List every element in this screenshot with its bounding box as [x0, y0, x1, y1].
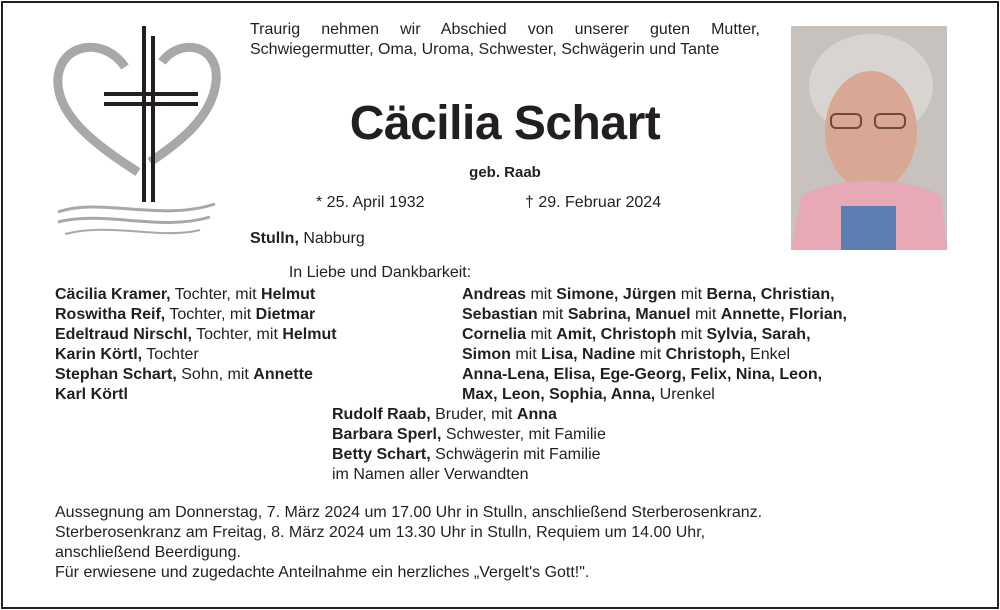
mourner-name: Betty Schart, — [332, 446, 431, 463]
relation-text: Bruder, mit — [430, 406, 517, 423]
relation-text: mit — [635, 346, 666, 363]
mourner-line — [462, 345, 790, 365]
mourner-name: Dietmar — [255, 306, 316, 323]
mourner-name: Rudolf Raab, — [332, 406, 431, 423]
mourner-name: Lisa, Nadine — [541, 346, 636, 363]
mourner-line — [55, 365, 313, 385]
mourner-line — [332, 425, 606, 445]
mourner-name: Edeltraud Nirschl, — [55, 326, 192, 343]
relation-text: Tochter, mit — [165, 306, 256, 323]
mourner-line — [55, 345, 199, 365]
mourner-name: Stephan Schart, — [55, 366, 177, 383]
mourner-name: Berna, Christian, — [706, 286, 835, 303]
footer-line: Für erwiesene und zugedachte Anteilnahme ein herzliches „Vergelt's Gott!". — [55, 564, 590, 581]
relation-text: Sohn, mit — [176, 366, 254, 383]
relation-text: mit — [510, 346, 542, 363]
mourner-line — [462, 365, 822, 385]
mourner-line — [462, 305, 847, 325]
relation-text: Schwägerin mit Familie — [430, 446, 601, 463]
mourner-name: Karl Körtl — [55, 386, 128, 403]
relation-text: mit — [526, 286, 557, 303]
mourner-name: Cäcilia Kramer, — [55, 286, 171, 303]
relation-text: Urenkel — [655, 386, 715, 403]
mourner-name: Sebastian — [462, 306, 538, 323]
mourner-name: Roswitha Reif, — [55, 306, 166, 323]
service-info — [55, 503, 762, 583]
relation-text: mit — [690, 306, 721, 323]
relation-text: Tochter, mit — [191, 326, 283, 343]
relation-text: Tochter — [142, 346, 199, 363]
mourner-name: Helmut — [282, 326, 337, 343]
mourner-line — [55, 305, 315, 325]
footer-line: anschließend Beerdigung. — [55, 544, 241, 561]
mourner-name: Simon — [462, 346, 511, 363]
mourner-name: Barbara Sperl, — [332, 426, 442, 443]
mourner-line — [332, 445, 601, 465]
mourner-name: Annette, Florian, — [720, 306, 847, 323]
mourner-name: Annette — [253, 366, 313, 383]
portrait-photo — [791, 26, 947, 250]
mourner-name: Sabrina, Manuel — [567, 306, 691, 323]
mourner-name: Cornelia — [462, 326, 527, 343]
mourner-line — [462, 285, 835, 305]
mourner-line — [55, 325, 337, 345]
footer-line: Sterberosenkranz am Freitag, 8. März 2024 um 13.30 Uhr in Stulln, Requiem um 14.00 Uhr, — [55, 524, 706, 541]
place — [250, 230, 365, 248]
mourner-name: Simone, Jürgen — [556, 286, 677, 303]
relation-text: mit — [537, 306, 568, 323]
mourner-name: Helmut — [261, 286, 316, 303]
mourner-name: Karin Körtl, — [55, 346, 143, 363]
relation-text: mit — [676, 286, 707, 303]
mourner-name: Max, Leon, Sophia, Anna, — [462, 386, 656, 403]
relation-text: Tochter, mit — [170, 286, 262, 303]
mourner-name: Sylvia, Sarah, — [706, 326, 811, 343]
place-region: Nabburg — [298, 230, 365, 247]
heart-cross-logo-icon — [50, 22, 225, 242]
intro-text: Traurig nehmen wir Abschied von unserer guten Mutter, Schwiegermutter, Oma, Uroma, Schwester, Schwägerin und Tante — [250, 21, 760, 58]
death-date: † 29. Februar 2024 — [525, 194, 662, 211]
mourner-line — [55, 385, 128, 405]
relation-text: mit — [526, 326, 557, 343]
relation-text: Schwester, mit Familie — [441, 426, 606, 443]
deceased-name: Cäcilia Schart — [349, 97, 661, 150]
mourner-line — [462, 325, 811, 345]
mourner-name: Christoph, — [665, 346, 746, 363]
place-town: Stulln, — [250, 230, 299, 247]
maiden-name: geb. Raab — [469, 164, 541, 181]
mourner-line — [332, 465, 529, 485]
mourner-name: Anna-Lena, Elisa, Ege-Georg, Felix, Nina, Leon, — [462, 366, 823, 383]
birth-date: * 25. April 1932 — [316, 194, 425, 211]
mourner-name: Amit, Christoph — [556, 326, 677, 343]
footer-line: Aussegnung am Donnerstag, 7. März 2024 um 17.00 Uhr in Stulln, anschließend Sterberosenkranz. — [55, 504, 763, 521]
mourner-name: Andreas — [462, 286, 527, 303]
relation-text: im Namen aller Verwandten — [332, 466, 529, 483]
mourner-name: Anna — [516, 406, 557, 423]
mourner-line — [332, 405, 557, 425]
relation-text: Enkel — [745, 346, 791, 363]
relation-text: mit — [676, 326, 707, 343]
mourner-line — [462, 385, 715, 405]
dedication: In Liebe und Dankbarkeit: — [288, 264, 472, 281]
mourner-line — [55, 285, 315, 305]
